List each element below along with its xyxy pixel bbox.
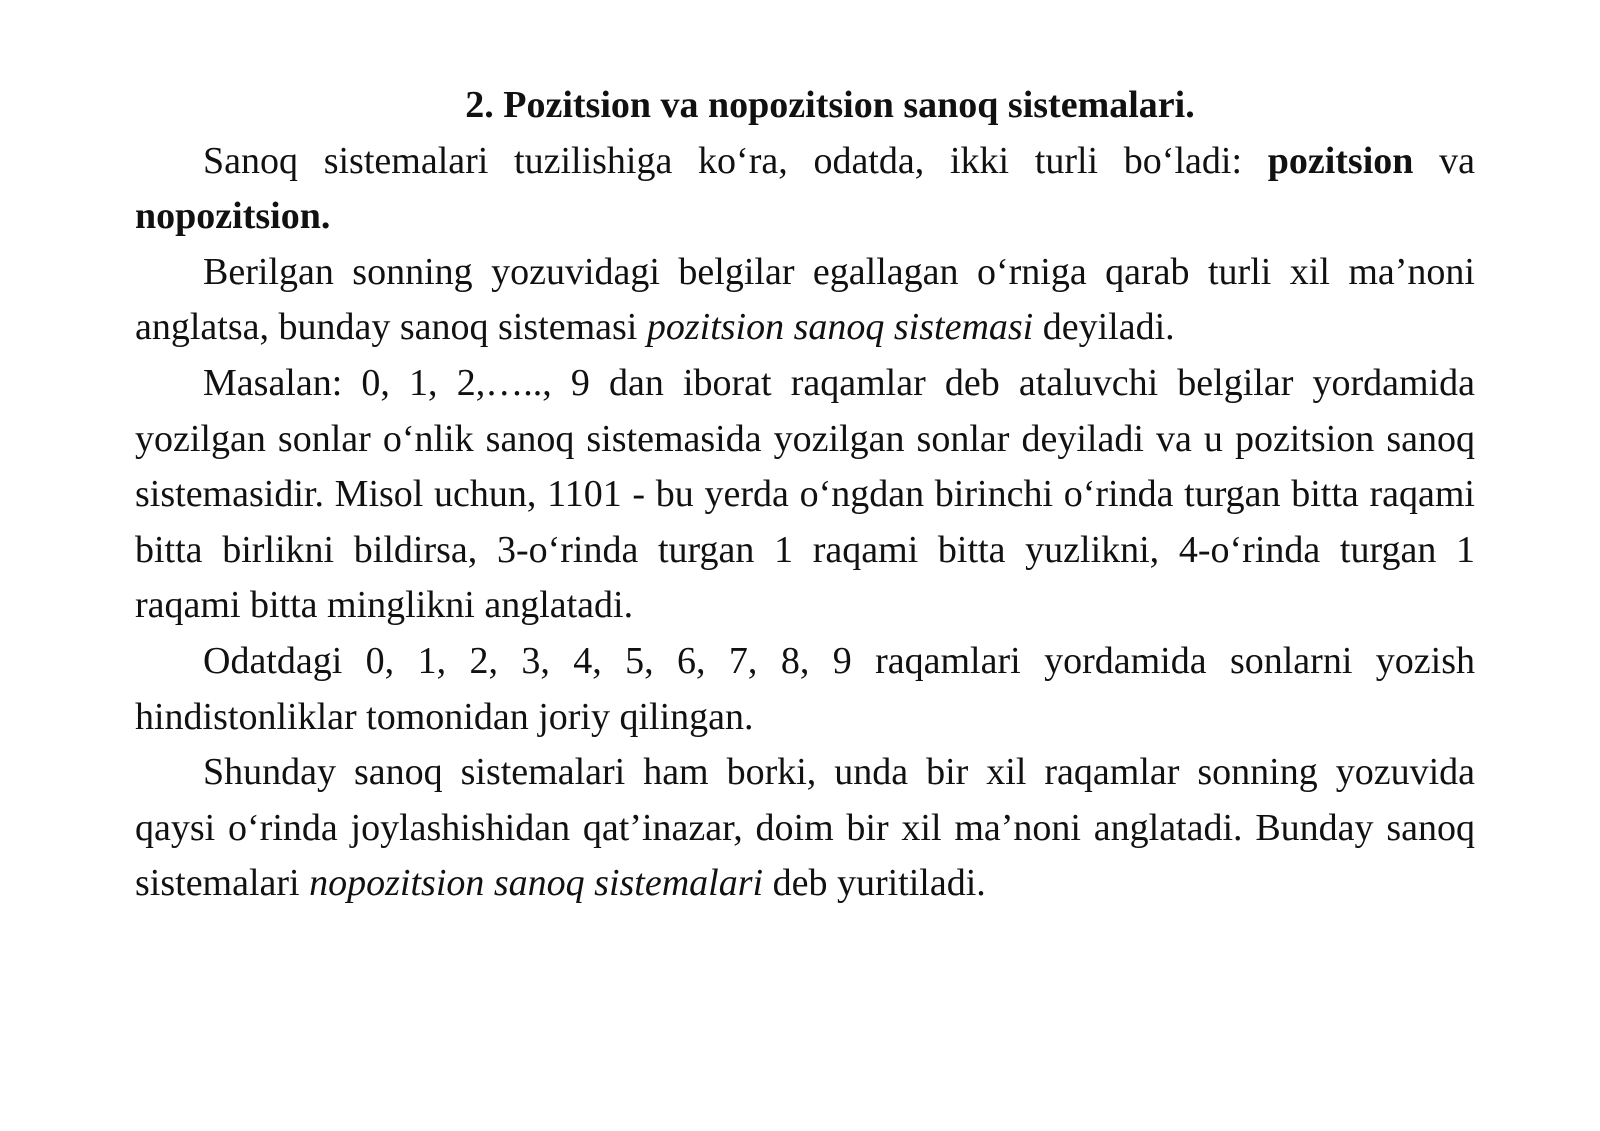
paragraph-1-conjunction: va (1413, 139, 1475, 182)
paragraph-1 (135, 134, 1475, 245)
section-heading: 2. Pozitsion va nopozitsion sanoq sistemalari. (465, 84, 1195, 126)
paragraph-1-text: Sanoq sistemalari tuzilishiga ko‘ra, odatda, ikki turli bo‘ladi: (203, 139, 1268, 182)
term-nopozitsion-sanoq-sistemalari: nopozitsion sanoq sistemalari (309, 862, 764, 905)
term-nopozitsion: nopozitsion. (135, 195, 331, 238)
document-page (135, 78, 1475, 912)
term-pozitsion: pozitsion (1267, 139, 1414, 182)
term-pozitsion-sanoq-sistemasi: pozitsion sanoq sistemasi (646, 306, 1034, 349)
paragraph-2 (135, 245, 1475, 356)
paragraph-2-end: deyiladi. (1033, 306, 1175, 349)
paragraph-5-end: deb yuritiladi. (763, 862, 986, 905)
paragraph-2-text: Berilgan sonning yozuvidagi belgilar egallagan o‘rniga qarab turli xil ma’noni anglatsa, bunday sanoq sistemasi (135, 250, 1475, 349)
paragraph-5 (135, 745, 1475, 912)
paragraph-5-text: Shunday sanoq sistemalari ham borki, unda bir xil raqamlar sonning yozuvida qaysi o‘rinda joylashishidan qat’inazar, doim bir xil ma’noni anglatadi. Bunday sanoq sistemalari (135, 751, 1475, 905)
paragraph-3: Masalan: 0, 1, 2,….., 9 dan iborat raqamlar deb ataluvchi belgilar yordamida yozilgan sonlar o‘nlik sanoq sistemasida yozilgan sonlar deyiladi va u pozitsion sanoq sistemasidir. Misol uchun, 1101 - bu yerda o‘ngdan birinchi o‘rinda turgan bitta raqami bitta birlikni bildirsa, 3-o‘rinda turgan 1 raqami bitta yuzlikni, 4-o‘rinda turgan 1 raqami bitta minglikni anglatadi. (135, 361, 1475, 627)
paragraph-4: Odatdagi 0, 1, 2, 3, 4, 5, 6, 7, 8, 9 raqamlari yordamida sonlarni yozish hindistonliklar tomonidan joriy qilingan. (135, 639, 1475, 738)
